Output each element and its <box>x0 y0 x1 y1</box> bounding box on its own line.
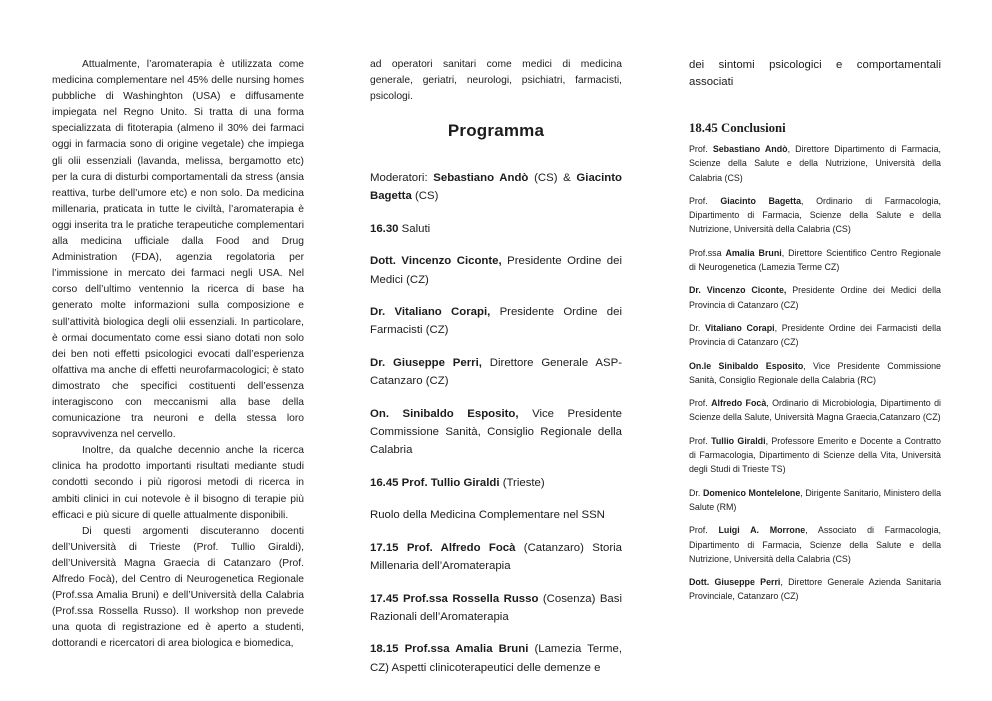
person-morrone <box>689 523 941 566</box>
person-corapi <box>689 321 941 350</box>
person-foca <box>689 396 941 425</box>
column-intro-text <box>52 57 304 652</box>
moderators <box>370 169 622 206</box>
person-name: On.le Sinibaldo Esposito <box>689 360 804 371</box>
paragraph-ricerca-clinica: Inoltre, da qualche decennio anche la ricerca clinica ha prodotto importanti risultati mediante studi condotti secondo i più rigorosi metodi di ricerca in ambiti clinici in cui notevole è il bisogno di terapie più efficaci e più sicure di quelle attualmente disponibili. <box>52 445 304 521</box>
person-prefix: Prof. <box>689 398 712 409</box>
person-role: , Direttore Scientifico Centro Regionale di Neurogenetica (Lamezia Terme CZ) <box>689 247 941 273</box>
person-name: Dr. Vincenzo Ciconte, <box>689 285 787 296</box>
person-name: Amalia Bruni <box>725 247 782 258</box>
program-entry-esposito <box>370 405 622 460</box>
entry-bold: 16.45 Prof. Tullio Giraldi <box>370 476 500 489</box>
person-role: , Direttore Dipartimento di Farmacia, Scienze della Salute e della Nutrizione, Università della Calabria (CS) <box>689 144 941 183</box>
conclusioni-heading: 18.45 Conclusioni <box>689 121 786 135</box>
entry-text: Presidente Ordine dei Medici (CZ) <box>370 255 622 286</box>
entry-bold: Dr. Vitaliano Corapi, <box>370 306 491 319</box>
entry-text: (Trieste) <box>499 476 545 489</box>
person-role: , Professore Emerito e Docente a Contratto di Farmacologia, Dipartimento di Scienze della Vita, Università degli Studi di Trieste TS) <box>689 435 941 475</box>
paragraph-docenti: Di questi argomenti discuteranno docenti dell’Università di Trieste (Prof. Tullio Giraldi), dell’Università Magna Graecia di Catanzaro (Prof. Alfredo Focà), del Centro di Neurogenetica Regionale (Prof.ssa Amalia Bruni) e dell’Università della Calabria (Prof.ssa Rossella Russo). Il workshop non prevede una quota di registrazione ed è aperto a studenti, dottorandi e ricercatori di area biologica e biomedica, <box>52 525 304 650</box>
person-esposito <box>689 359 941 388</box>
person-ciconte <box>689 283 941 312</box>
person-name: Giacinto Bagetta <box>720 195 802 206</box>
person-role: , Dirigente Sanitario, Ministero della Salute (RM) <box>689 487 942 512</box>
moderators-prefix: Moderatori: <box>370 172 434 184</box>
program-entry-russo <box>370 590 622 627</box>
column-programma <box>370 57 622 691</box>
person-role: , Direttore Generale Azienda Sanitaria Provinciale, Catanzaro (CZ) <box>689 577 942 602</box>
person-name: Vitaliano Corapi <box>705 322 775 333</box>
intro-continuation: ad operatori sanitari come medici di medicina generale, geriatri, neurologi, psichiatri, farmacisti, psicologi. <box>370 59 622 102</box>
person-prefix: Dr. <box>689 322 706 333</box>
entry-text: Saluti <box>398 222 431 235</box>
person-name: Sebastiano Andò <box>712 144 788 154</box>
person-name: Domenico Montelelone <box>702 487 801 498</box>
moderators-suffix: (CS) <box>411 190 439 203</box>
entry-bold: Dott. Vincenzo Ciconte, <box>370 255 502 268</box>
programma-title: Programma <box>447 121 545 140</box>
entry-bold: Dr. Giuseppe Perri, <box>370 356 482 369</box>
entry-text: Presidente Ordine dei Farmacisti (CZ) <box>370 306 622 337</box>
person-bruni <box>689 246 941 275</box>
program-entry-giraldi <box>370 474 622 492</box>
person-role: , Vice Presidente Commissione Sanità, Consiglio Regionale della Calabria (RC) <box>689 360 941 385</box>
program-entry-saluti <box>370 220 622 238</box>
program-entry-continuation: dei sintomi psicologici e comportamentali associati <box>689 59 941 88</box>
moderator-name-2: Giacinto Bagetta <box>370 172 622 203</box>
program-entry-ruolo <box>370 506 622 524</box>
person-bagetta <box>689 194 941 237</box>
person-name: Luigi A. Morrone <box>718 525 806 536</box>
person-role: , Associato di Farmacologia, Dipartimento di Farmacia, Scienze della Salute e della Nutrizione, Università della Calabria (CS) <box>689 525 941 564</box>
person-role: Presidente Ordine dei Medici della Provincia di Catanzaro (CZ) <box>689 285 941 310</box>
entry-text: (Cosenza) Basi Razionali dell’Aromaterapia <box>370 592 622 623</box>
column-conclusioni <box>689 57 941 613</box>
entry-text: Ruolo della Medicina Complementare nel SSN <box>370 509 605 522</box>
program-entry-foca <box>370 539 622 576</box>
entry-bold: On. Sinibaldo Esposito, <box>370 407 519 420</box>
person-ando <box>689 142 941 185</box>
entry-text: (Catanzaro) Storia Millenaria dell’Aromaterapia <box>370 541 622 573</box>
moderator-name-1: Sebastiano Andò <box>433 172 529 184</box>
person-perri <box>689 575 941 604</box>
program-entry-ciconte <box>370 252 622 289</box>
person-role: , Presidente Ordine dei Farmacisti della Provincia di Catanzaro (CZ) <box>689 322 942 348</box>
program-entry-corapi <box>370 303 622 340</box>
entry-bold: 17.45 Prof.ssa Rossella Russo <box>370 592 539 605</box>
person-giraldi <box>689 434 941 477</box>
person-name: Alfredo Focà <box>711 398 767 409</box>
person-prefix: Dr. <box>689 487 703 498</box>
person-prefix: Prof. <box>689 144 713 154</box>
person-prefix: Prof. <box>689 195 721 206</box>
entry-bold: 18.15 Prof.ssa Amalia Bruni <box>370 643 529 656</box>
entry-bold: 17.15 Prof. Alfredo Focà <box>370 541 516 554</box>
person-prefix: Prof.ssa <box>689 247 726 258</box>
person-role: , Ordinario di Microbiologia, Dipartimento di Scienze della Salute, Università Magna Graecia,Catanzaro (CZ) <box>689 398 941 423</box>
person-name: Tullio Giraldi <box>711 435 766 446</box>
entry-text: Vice Presidente Commissione Sanità, Consiglio Regionale della Calabria <box>370 407 622 457</box>
person-montelelone <box>689 486 941 515</box>
person-prefix: Prof. <box>689 525 719 536</box>
entry-text: (Lamezia Terme, CZ) Aspetti clinicoterapeutici delle demenze e <box>370 643 622 674</box>
person-prefix: Prof. <box>689 435 712 446</box>
person-role: , Ordinario di Farmacologia, Dipartimento di Farmacia, Scienze della Salute e della Nutrizione, Università della Calabria (CS) <box>689 195 941 235</box>
paragraph-aromaterapia: Attualmente, l’aromaterapia è utilizzata come medicina complementare nel 45% delle nursing homes pubbliche di Washinghton (USA) e diffusamente impiegata nel Regno Unito. Si tratta di una forma specializzata di fitoterapia (almeno il 30% dei farmaci oggi in farmacia sono di origine vegetale) che impiega gli olii essenziali (lavanda, melissa, bergamotto etc) per la cura di disturbi comportamentali da stress (ansia reattiva, turbe dell’umore etc) e non solo. Da medicina millenaria, praticata in tutte le civiltà, l’aromaterapia è oggi inserita tra le pratiche terapeutiche complementari alla medicina ufficiale dalla Food and Drug Administration (FDA), agenzia regolatoria per l’immissione in mercato dei farmaci negli USA. Nel corso dell’ultimo ventennio la ricerca di base ha generato molte informazioni sulla composizione e sull’attività biologica degli olii essenziali. In particolare, è ormai documentato come essi siano dotati non solo dei ben noti effetti psicologici evocati dall’esperienza olfattiva ma anche di effetti neurofarmacologici; è stato dimostrato che specifici costituenti dell’essenza interagiscono con meccanismi alla base della comunicazione tra neuroni e della stessa loro sopravvivenza nel cervello. <box>52 59 304 441</box>
entry-text: Direttore Generale ASP-Catanzaro (CZ) <box>370 356 622 388</box>
program-entry-bruni <box>370 640 622 677</box>
person-name: Dott. Giuseppe Perri <box>689 577 781 588</box>
program-entry-perri <box>370 354 622 391</box>
moderators-mid: (CS) & <box>528 172 577 184</box>
entry-bold: 16.30 <box>370 222 399 235</box>
